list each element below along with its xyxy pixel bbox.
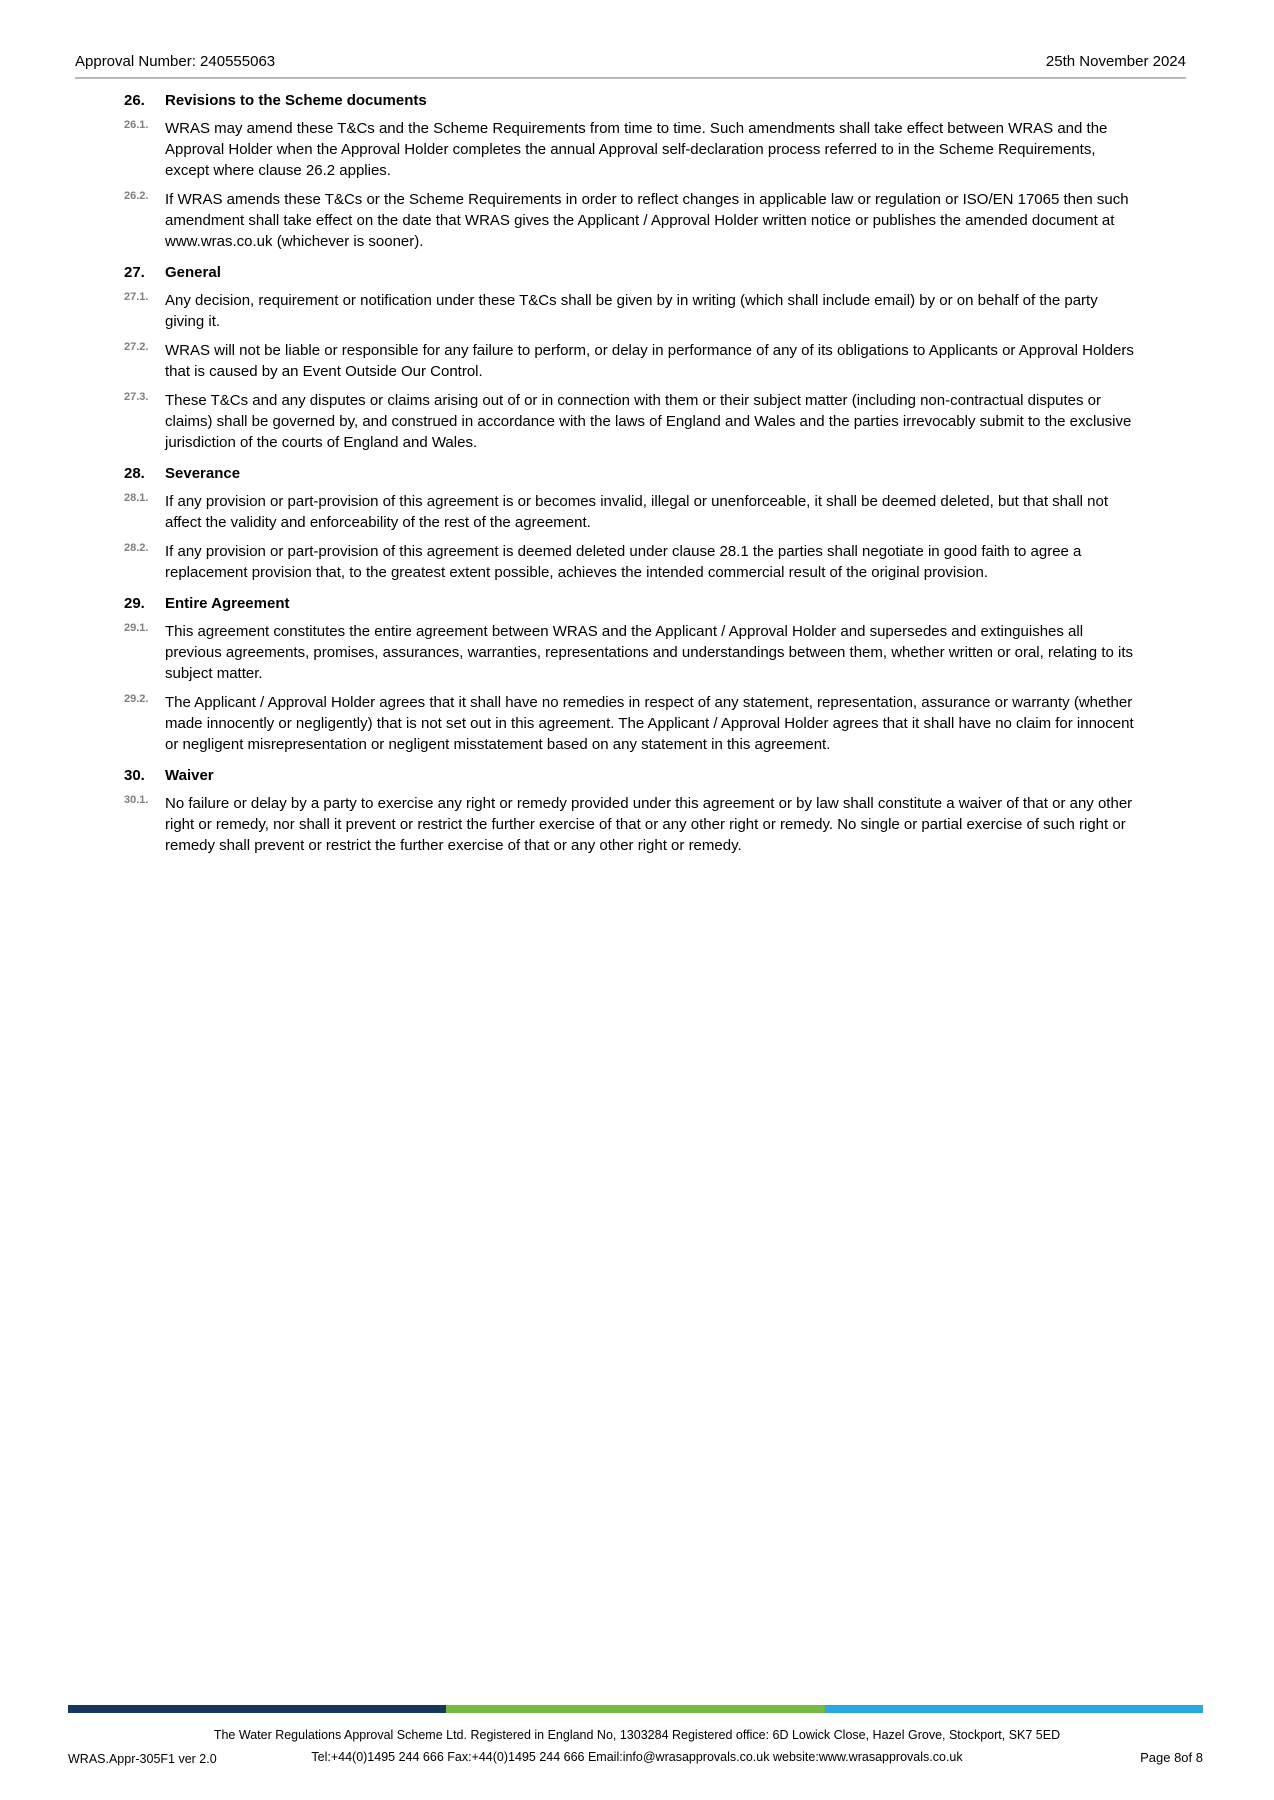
section-heading	[124, 463, 1136, 484]
footer-registration-line: The Water Regulations Approval Scheme Ltd. Registered in England No, 1303284 Registered office: 6D Lowick Close, Hazel Grove, Stockport, SK7 5ED	[213, 1728, 1061, 1742]
section	[124, 593, 1136, 755]
section-title: Entire Agreement	[165, 595, 290, 612]
section	[124, 262, 1136, 453]
document-reference: WRAS.Appr-305F1 ver 2.0	[68, 1752, 217, 1766]
clause-number: 29.2.	[124, 693, 149, 705]
clause-number: 26.1.	[124, 119, 149, 131]
document-date: 25th November 2024	[1045, 53, 1186, 70]
clause-text: If any provision or part-provision of this agreement is deemed deleted under clause 28.1 the parties shall negotiate in good faith to agree a replacement provision that, to the greatest extent possible, achieves the intended commercial result of the original provision.	[165, 543, 1082, 581]
section-heading	[124, 765, 1136, 786]
clause-number: 29.1.	[124, 622, 149, 634]
footer-contact-line: Tel:+44(0)1495 244 666 Fax:+44(0)1495 244 666 Email:info@wrasapprovals.co.uk website:www.wrasapprovals.co.uk	[311, 1750, 963, 1764]
footer-bar-segment	[446, 1705, 824, 1713]
clause-text: These T&Cs and any disputes or claims arising out of or in connection with them or their subject matter (including non-contractual disputes or claims) shall be governed by, and construed in accordance with the laws of England and Wales and the parties irrevocably submit to the exclusive jurisdiction of the courts of England and Wales.	[165, 392, 1132, 451]
clause	[124, 340, 1136, 382]
clause-text: WRAS will not be liable or responsible for any failure to perform, or delay in performance of any of its obligations to Applicants or Approval Holders that is caused by an Event Outside Our Control.	[165, 342, 1134, 380]
section-number: 26.	[124, 92, 145, 109]
header-divider	[75, 77, 1186, 79]
page-number: Page 8of 8	[1140, 1750, 1203, 1765]
section-number: 30.	[124, 767, 145, 784]
section-number: 28.	[124, 465, 145, 482]
clause-number: 27.1.	[124, 291, 149, 303]
document-body	[124, 90, 1136, 864]
footer-color-bar	[68, 1705, 1203, 1713]
section-heading	[124, 262, 1136, 283]
section-title: General	[165, 264, 221, 281]
clause-text: Any decision, requirement or notification under these T&Cs shall be given by in writing (which shall include email) by or on behalf of the party giving it.	[165, 292, 1098, 330]
section-number: 27.	[124, 264, 145, 281]
clause-text: WRAS may amend these T&Cs and the Scheme Requirements from time to time. Such amendments shall take effect between WRAS and the Approval Holder when the Approval Holder completes the annual Approval self-declaration process referred to in the Scheme Requirements, except where clause 26.2 applies.	[165, 120, 1108, 179]
clause-number: 28.1.	[124, 492, 149, 504]
clause-number: 27.3.	[124, 391, 149, 403]
clause	[124, 189, 1136, 252]
section-number: 29.	[124, 595, 145, 612]
section	[124, 765, 1136, 856]
section-title: Waiver	[165, 767, 214, 784]
clause	[124, 793, 1136, 856]
clause	[124, 390, 1136, 453]
clause-number: 26.2.	[124, 190, 149, 202]
clause-text: The Applicant / Approval Holder agrees that it shall have no remedies in respect of any statement, representation, assurance or warranty (whether made innocently or negligently) that is not set out in this agreement. The Applicant / Approval Holder agrees that it shall have no claim for innocent or negligent misrepresentation or negligent misstatement based on any statement in this agreement.	[165, 694, 1134, 753]
clause	[124, 290, 1136, 332]
clause-number: 30.1.	[124, 794, 149, 806]
section	[124, 90, 1136, 252]
clause-text: If any provision or part-provision of this agreement is or becomes invalid, illegal or unenforceable, it shall be deemed deleted, but that shall not affect the validity and enforceability of the rest of the agreement.	[165, 493, 1109, 531]
clause	[124, 692, 1136, 755]
clause-number: 27.2.	[124, 341, 149, 353]
page-header	[75, 52, 1186, 72]
clause-text: No failure or delay by a party to exercise any right or remedy provided under this agreement or by law shall constitute a waiver of that or any other right or remedy, nor shall it prevent or restrict the further exercise of that or any other right or remedy. No single or partial exercise of such right or remedy shall prevent or restrict the further exercise of that or any other right or remedy.	[165, 795, 1133, 854]
clause	[124, 541, 1136, 583]
clause-text: This agreement constitutes the entire agreement between WRAS and the Applicant / Approval Holder and supersedes and extinguishes all previous agreements, promises, assurances, warranties, representations and understandings between them, whether written or oral, relating to its subject matter.	[165, 623, 1133, 682]
section	[124, 463, 1136, 583]
footer-bar-segment	[825, 1705, 1203, 1713]
clause-text: If WRAS amends these T&Cs or the Scheme Requirements in order to reflect changes in applicable law or regulation or ISO/EN 17065 then such amendment shall take effect on the date that WRAS gives the Applicant / Approval Holder written notice or publishes the amended document at www.wras.co.uk (whichever is sooner).	[165, 191, 1129, 250]
clause	[124, 621, 1136, 684]
approval-number: Approval Number: 240555063	[75, 53, 276, 70]
footer-bar-segment	[68, 1705, 446, 1713]
clause-number: 28.2.	[124, 542, 149, 554]
clause	[124, 118, 1136, 181]
clause	[124, 491, 1136, 533]
section-title: Severance	[165, 465, 241, 482]
section-title: Revisions to the Scheme documents	[165, 92, 427, 109]
section-heading	[124, 90, 1136, 111]
section-heading	[124, 593, 1136, 614]
